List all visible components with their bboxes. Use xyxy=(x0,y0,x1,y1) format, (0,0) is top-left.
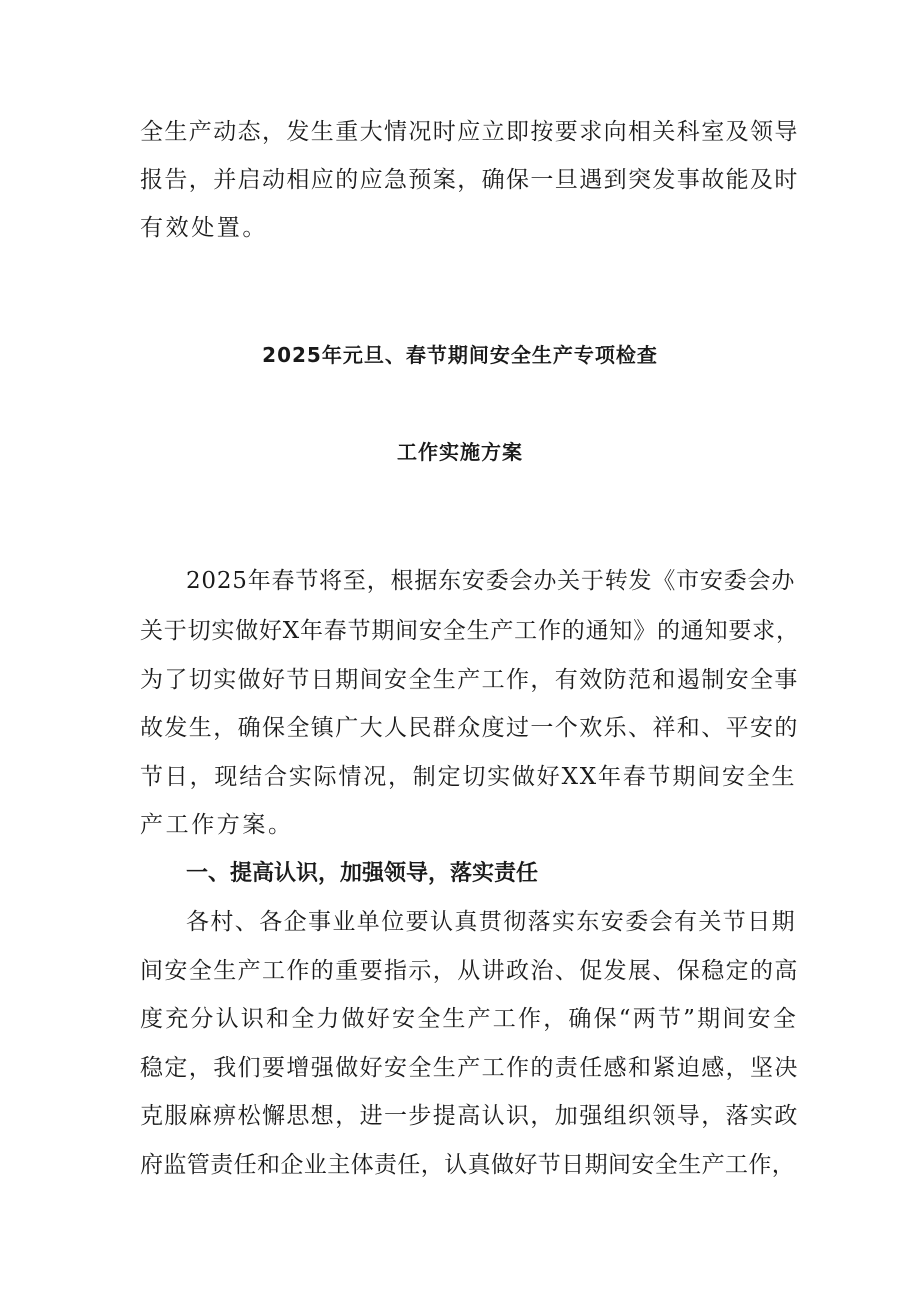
section-1-line: 稳定，我们要增强做好安全生产工作的责任感和紧迫感，坚决 xyxy=(140,1055,799,1081)
intro-paragraph-line: 为了切实做好节日期间安全生产工作，有效防范和遏制安全事 xyxy=(140,667,799,693)
section-1-line: 度充分认识和全力做好安全生产工作，确保“两节”期间安全 xyxy=(140,1006,798,1032)
intro-paragraph-line: 关于切实做好X年春节期间安全生产工作的通知》的通知要求， xyxy=(140,618,800,644)
intro-paragraph-line: 产工作方案。 xyxy=(140,812,294,838)
section-1-line: 克服麻痹松懈思想，进一步提高认识，加强组织领导，落实政 xyxy=(140,1103,799,1129)
top-paragraph-line: 报告，并启动相应的应急预案，确保一旦遇到突发事故能及时 xyxy=(140,167,799,193)
document-title-line-1: 2025年元旦、春节期间安全生产专项检查 xyxy=(262,343,658,367)
section-1-line: 间安全生产工作的重要指示，从讲政治、促发展、保稳定的高 xyxy=(140,958,799,984)
intro-paragraph-line: 2025年春节将至，根据东安委会办关于转发《市安委会办 xyxy=(186,568,796,594)
top-paragraph-line: 有效处置。 xyxy=(140,215,268,241)
section-1-line: 各村、各企事业单位要认真贯彻落实东安委会有关节日期 xyxy=(186,909,796,935)
section-1-heading: 一、提高认识，加强领导，落实责任 xyxy=(186,861,539,886)
top-paragraph-line: 全生产动态，发生重大情况时应立即按要求向相关科室及领导 xyxy=(140,119,799,145)
section-1-line: 府监管责任和企业主体责任，认真做好节日期间安全生产工作， xyxy=(140,1152,796,1178)
intro-paragraph-line: 故发生，确保全镇广大人民群众度过一个欢乐、祥和、平安的 xyxy=(140,715,799,741)
intro-paragraph-line: 节日，现结合实际情况，制定切实做好XX年春节期间安全生 xyxy=(140,764,797,790)
document-title-line-2: 工作实施方案 xyxy=(397,440,523,464)
